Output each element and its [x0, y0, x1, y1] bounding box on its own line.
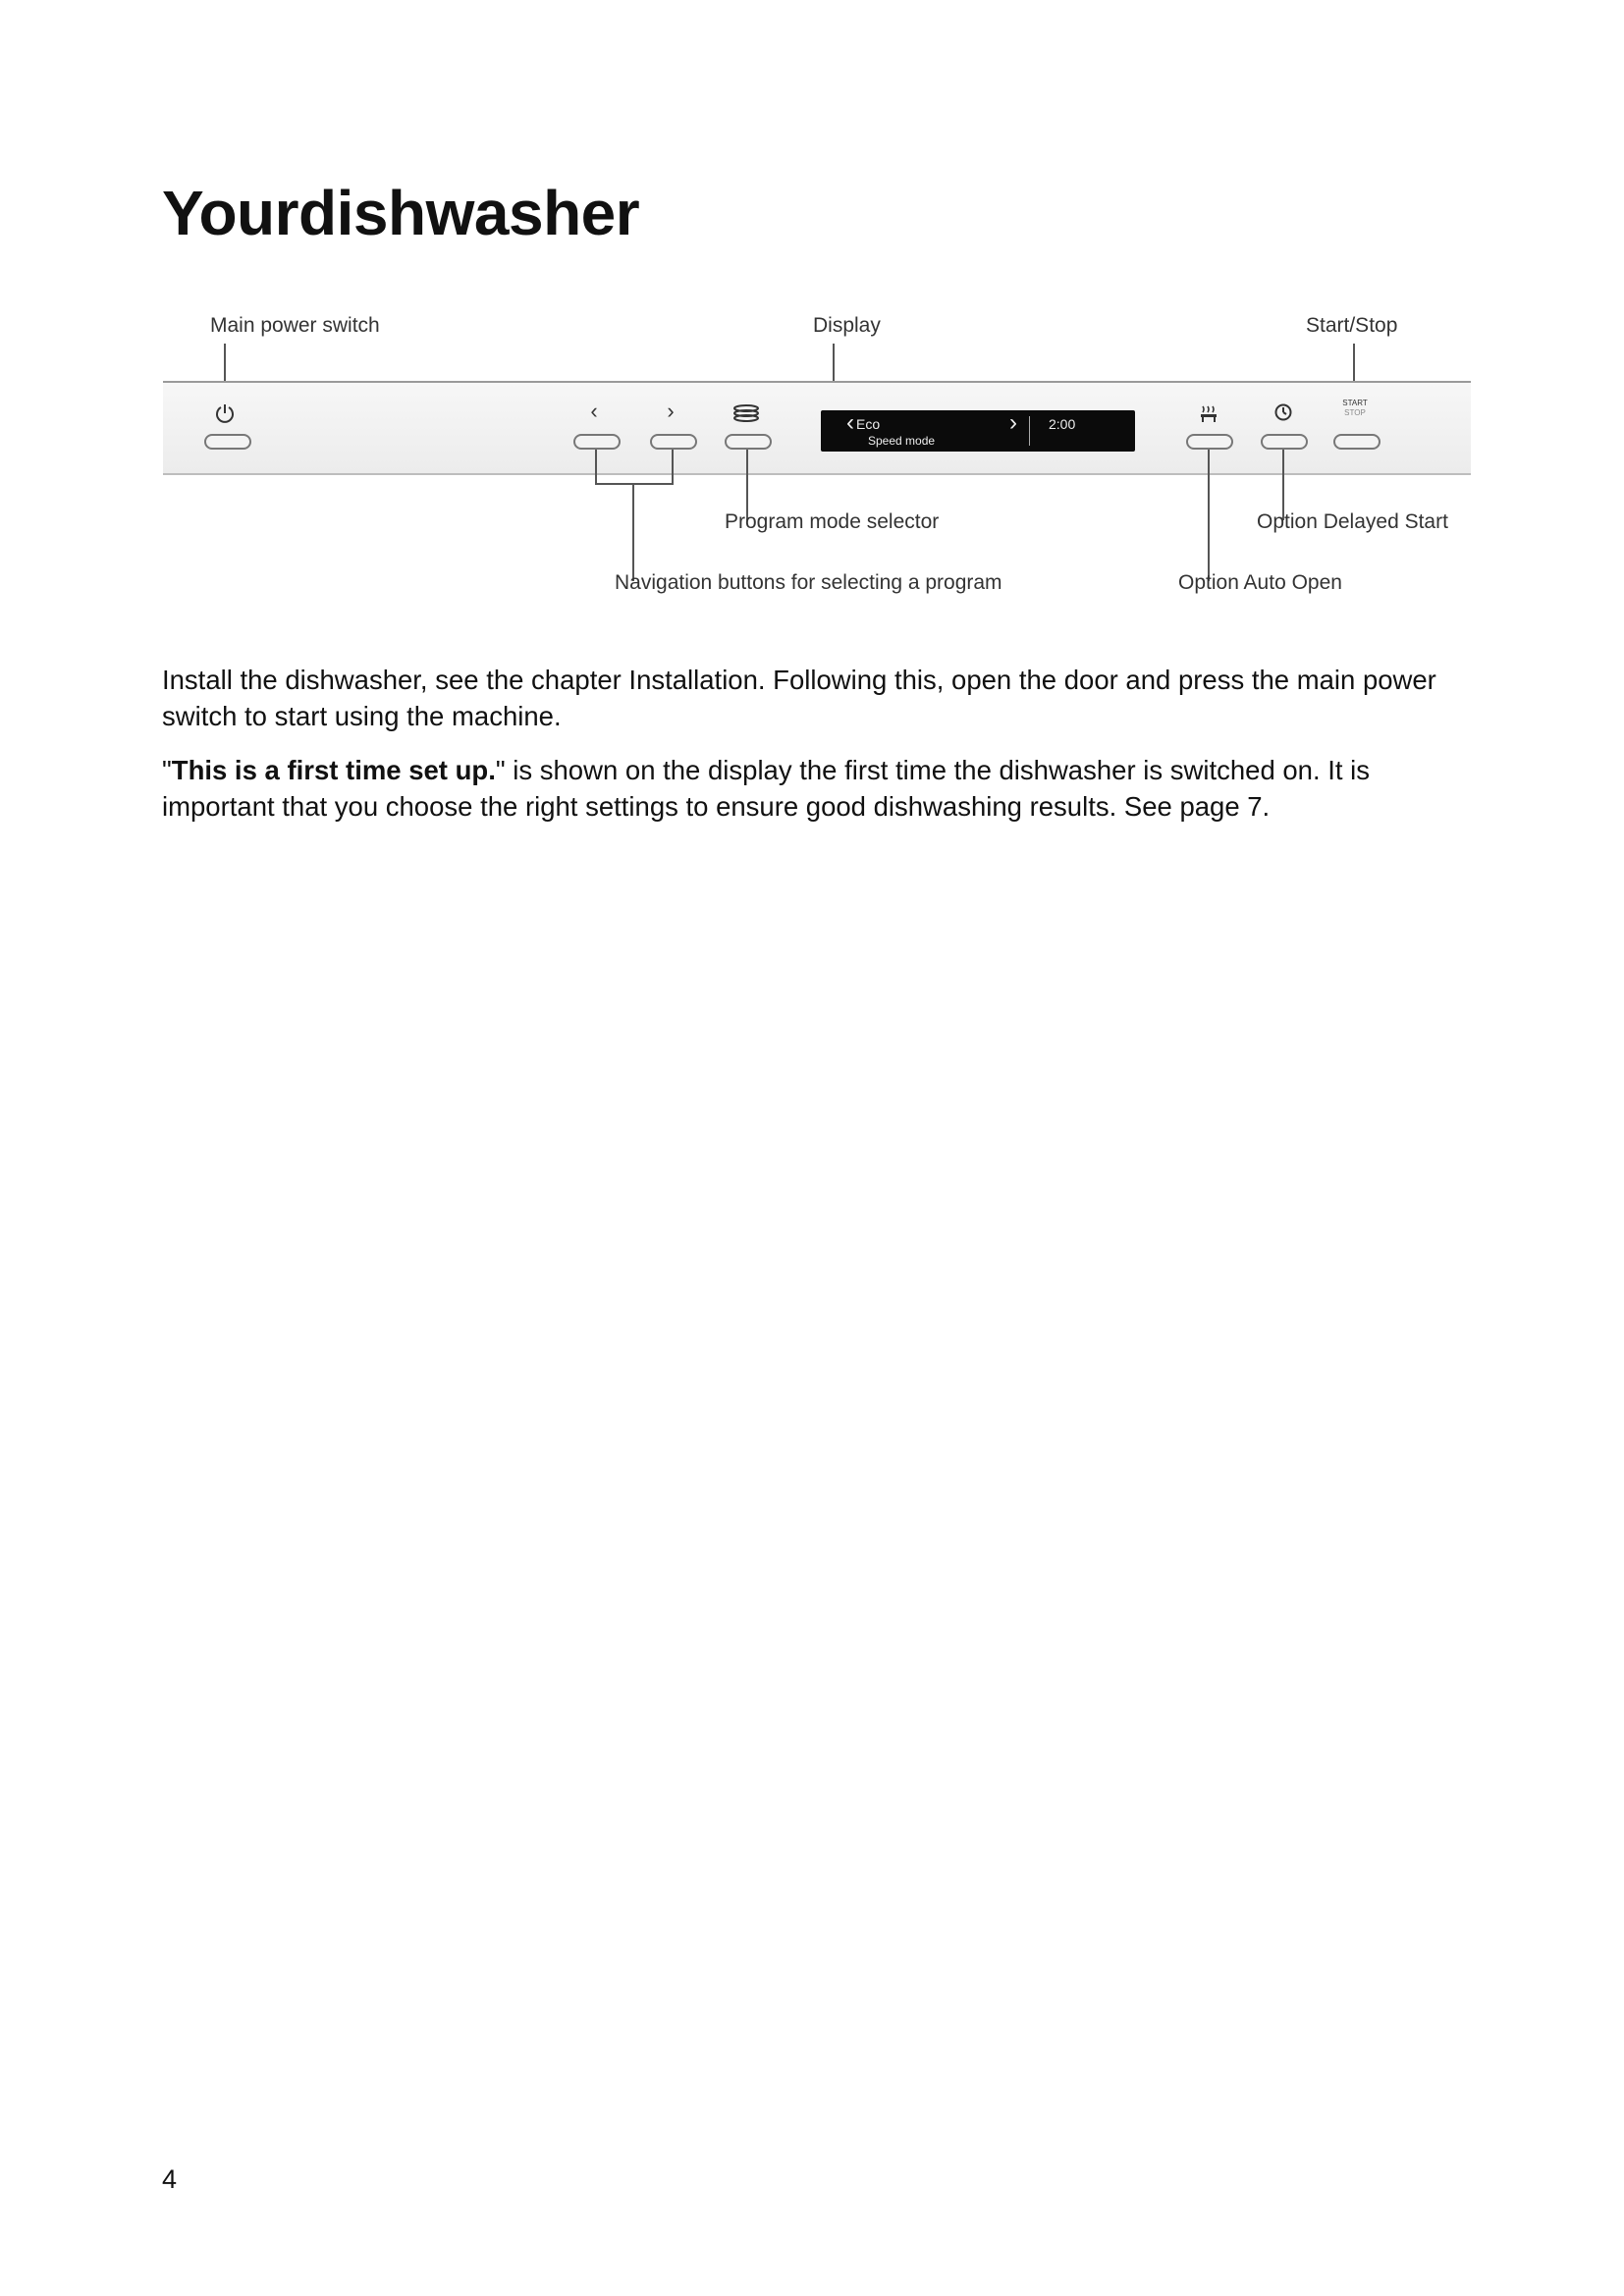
leader-nav-right	[672, 450, 674, 483]
control-panel-diagram	[157, 304, 1473, 618]
delayed-start-button[interactable]	[1261, 434, 1308, 450]
page-number: 4	[162, 2164, 178, 2194]
display-time: 2:00	[1049, 416, 1076, 432]
intro-paragraph: Install the dishwasher, see the chapter Installation. Following this, open the door and press the main power switch to start using the machine.	[162, 665, 1436, 731]
power-icon	[210, 402, 240, 428]
display-mode: Speed mode	[868, 434, 936, 448]
label-main-power-switch: Main power switch	[210, 314, 380, 337]
display-separator	[1029, 416, 1030, 446]
setup-paragraph	[162, 752, 1478, 825]
setup-paragraph-rest: " is shown on the display the first time the dishwasher is switched on. It is important that you choose the right settings to ensure good dishwashing results. See page 7.	[162, 755, 1371, 822]
display-chevron-right-icon: ›	[1009, 409, 1017, 436]
program-mode-button[interactable]	[725, 434, 772, 450]
chevron-right-icon: ›	[667, 399, 675, 423]
label-option-delayed-start: Option Delayed Start	[1257, 510, 1448, 533]
chevron-left-icon: ‹	[590, 399, 598, 423]
program-mode-icon	[731, 404, 761, 426]
leader-nav-left	[595, 450, 597, 483]
start-stop-button[interactable]	[1333, 434, 1380, 450]
display-screen	[821, 410, 1135, 452]
auto-open-icon	[1194, 402, 1223, 428]
display-chevron-left-icon: ‹	[846, 409, 854, 436]
control-panel	[163, 381, 1471, 475]
leader-auto-open	[1208, 450, 1210, 581]
stop-text: STOP	[1344, 408, 1366, 417]
label-option-auto-open: Option Auto Open	[1178, 571, 1342, 594]
label-start-stop: Start/Stop	[1306, 314, 1398, 337]
setup-message: This is a first time set up.	[171, 755, 496, 785]
leader-nav-bracket	[595, 483, 674, 485]
navigation-left-button[interactable]	[573, 434, 621, 450]
quote-open: "	[162, 755, 172, 785]
clock-icon	[1269, 402, 1298, 426]
leader-navigation	[632, 483, 634, 581]
start-text: START	[1342, 399, 1368, 407]
navigation-right-button[interactable]	[650, 434, 697, 450]
display-program: Eco	[856, 416, 881, 432]
label-program-mode-selector: Program mode selector	[725, 510, 940, 533]
label-display: Display	[813, 314, 881, 337]
label-navigation-buttons: Navigation buttons for selecting a program	[615, 571, 1002, 594]
auto-open-button[interactable]	[1186, 434, 1233, 450]
page-title: Yourdishwasher	[162, 178, 640, 248]
main-power-button[interactable]	[204, 434, 251, 450]
start-stop-text	[1333, 399, 1377, 418]
